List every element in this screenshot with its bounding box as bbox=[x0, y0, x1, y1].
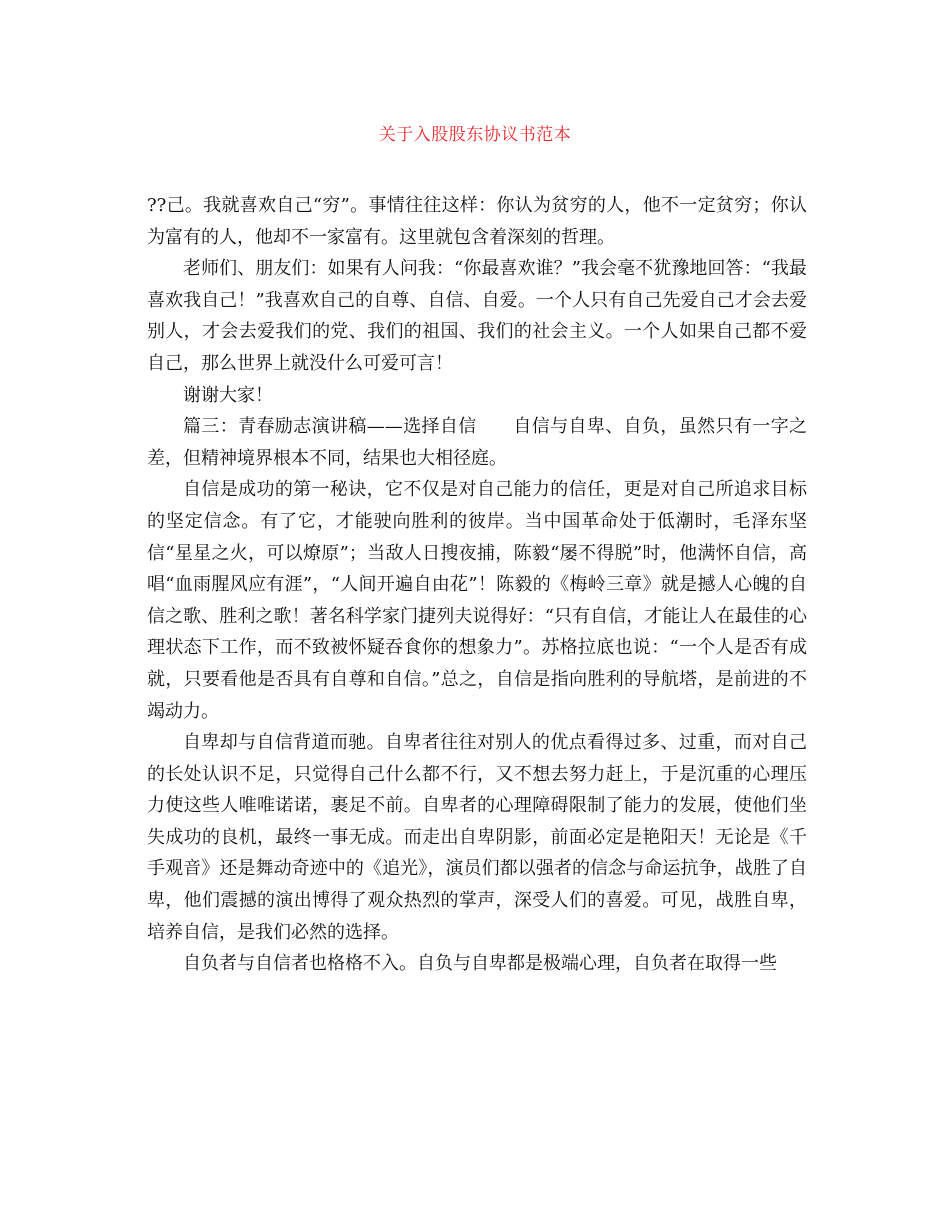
paragraph-5: 自信是成功的第一秘诀，它不仅是对自己能力的信任，更是对自己所追求目标的坚定信念。有了它，才能驶向胜利的彼岸。当中国革命处于低潮时，毛泽东坚信“星星之火，可以燎原”；当敌人日搜夜捕，陈毅“屡不得脱”时，他满怀自信，高唱“血雨腥风应有涯”，“人间开遍自由花”！陈毅的《梅岭三章》就是撼人心魄的自信之歌、胜利之歌！著名科学家门捷列夫说得好：“只有自信，才能让人在最佳的心理状态下工作，而不致被怀疑吞食你的想象力”。苏格拉底也说：“一个人是否有成就，只要看他是否具有自尊和自信。”总之，自信是指向胜利的导航塔，是前进的不竭动力。 bbox=[147, 479, 807, 722]
paragraph-2: 老师们、朋友们：如果有人问我：“你最喜欢谁？”我会毫不犹豫地回答：“我最喜欢我自己！”我喜欢自己的自尊、自信、自爱。一个人只有自己先爱自己才会去爱别人，才会去爱我们的党、我们的祖国、我们的社会主义。一个人如果自己都不爱自己，那么世界上就没什么可爱可言！ bbox=[147, 258, 807, 374]
document-title: 关于入股股东协议书范本 bbox=[378, 125, 572, 145]
paragraph-3: 谢谢大家！ bbox=[183, 384, 273, 406]
paragraph-1: ??己。我就喜欢自己“穷”。事情往往这样：你认为贫穷的人，他不一定贫穷；你认为富有的人，他却不一家富有。这里就包含着深刻的哲理。 bbox=[147, 195, 807, 248]
paragraph-7: 自负者与自信者也格格不入。自负与自卑都是极端心理，自负者在取得一些 bbox=[183, 953, 777, 975]
paragraph-6: 自卑却与自信背道而驰。自卑者往往对别人的优点看得过多、过重，而对自己的长处认识不足，只觉得自己什么都不行，又不想去努力赶上，于是沉重的心理压力使这些人唯唯诺诺，裹足不前。自卑者的心理障碍限制了能力的发展，使他们坐失成功的良机，最终一事无成。而走出自卑阴影，前面必定是艳阳天！无论是《千手观音》还是舞动奇迹中的《追光》，演员们都以强者的信念与命运抗争，战胜了自卑，他们震撼的演出博得了观众热烈的掌声，深受人们的喜爱。可见，战胜自卑，培养自信，是我们必然的选择。 bbox=[147, 732, 807, 943]
paragraph-4: 篇三：青春励志演讲稿——选择自信 自信与自卑、自负，虽然只有一字之差，但精神境界根本不同，结果也大相径庭。 bbox=[147, 416, 807, 469]
document-body bbox=[147, 190, 807, 980]
